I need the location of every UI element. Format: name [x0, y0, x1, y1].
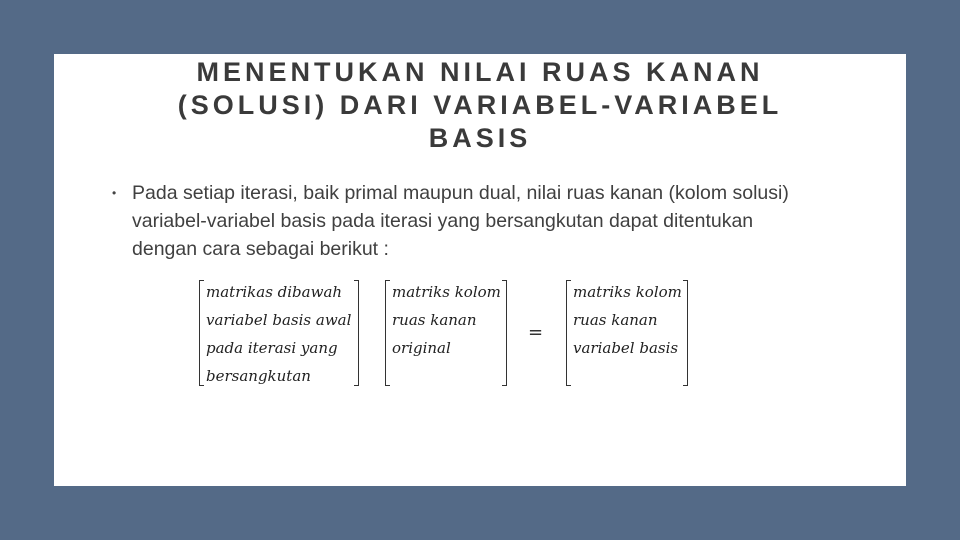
matrix2-row-1: matriks kolom: [392, 283, 501, 301]
matrix1-row-4: bersangkutan: [206, 367, 311, 385]
slide-title: [54, 54, 906, 155]
equals-sign: =: [528, 322, 544, 343]
title-line-3: BASIS: [428, 123, 532, 153]
matrix2-row-2: ruas kanan: [392, 311, 477, 329]
matrix-basis-inverse: [199, 280, 359, 386]
slide: [54, 54, 906, 486]
matrix3-row-3: variabel basis: [573, 339, 679, 357]
matrix3-row-1: matriks kolom: [573, 283, 682, 301]
matrix1-row-2: variabel basis awal: [206, 311, 352, 329]
matrix-original-rhs: [385, 280, 507, 386]
matrix1-row-3: pada iterasi yang: [206, 339, 338, 357]
bullet-text: Pada setiap iterasi, baik primal maupun dual, nilai ruas kanan (kolom solusi) variabel-variabel basis pada iterasi yang bersangkutan dapat ditentukan dengan cara sebagai berikut :: [132, 182, 789, 260]
title-line-2: (SOLUSI) DARI VARIABEL-VARIABEL: [177, 90, 783, 120]
formula-image: [199, 280, 699, 390]
bullet-item: [112, 179, 872, 263]
matrix3-row-2: ruas kanan: [573, 311, 658, 329]
matrix-basis-rhs: [566, 280, 688, 386]
matrix1-row-1: matrikas dibawah: [206, 283, 343, 301]
bullet-marker: •: [112, 186, 117, 200]
matrix2-row-3: original: [392, 339, 451, 357]
title-line-1: MENENTUKAN NILAI RUAS KANAN: [196, 57, 764, 87]
